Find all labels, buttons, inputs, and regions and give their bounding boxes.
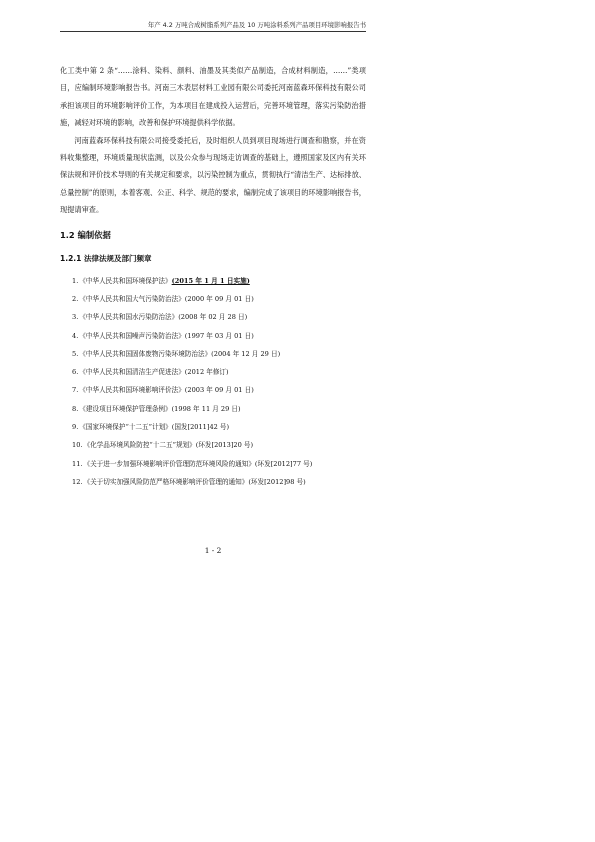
document-body [60,62,366,491]
list-number: 6. [72,368,79,377]
list-number: 7. [72,386,79,395]
list-item [72,436,366,454]
subsection-heading: 1.2.1 法律法规及部门频章 [60,253,152,263]
list-item [72,272,366,290]
effective-date-note: (2015 年 1 月 1 日实施) [171,276,250,285]
list-text: 《关于进一步加强环境影响评价管理防范环境风险的通知》(环发[2012]77 号) [83,459,313,468]
list-item [72,290,366,308]
page-number: 1 - 2 [204,546,222,555]
reference-list [60,272,366,492]
list-item [72,327,366,345]
list-item [72,308,366,326]
list-text: 《化学品环境风险防控“十二五”规划》(环发[2013]20 号) [83,441,254,450]
list-number: 9. [72,423,79,432]
list-item [72,381,366,399]
list-number: 12. [72,477,83,486]
list-text: 《建设项目环境保护管理条例》(1998 年 11 月 29 日) [79,404,241,413]
list-text: 《关于切实加强风险防范严格环境影响评价管理的通知》(环发[2012]98 号) [83,477,306,486]
list-text: 《国家环境保护“十二五”计划》(国发[2011]42 号) [79,423,230,432]
list-number: 5. [72,349,79,358]
list-number: 10. [72,441,83,450]
list-text: 《中华人民共和国水污染防治法》(2008 年 02 月 28 日) [79,313,248,322]
list-number: 3. [72,313,79,322]
list-item [72,455,366,473]
list-text: 《中华人民共和国环境保护法》 [79,276,172,285]
list-item [72,363,366,381]
list-text: 《中华人民共和国噪声污染防治法》(1997 年 03 月 01 日) [79,331,254,340]
list-item [72,418,366,436]
list-item [72,345,366,363]
list-number: 1. [72,276,79,285]
list-text: 《中华人民共和国环境影响评价法》(2003 年 09 月 01 日) [79,386,254,395]
list-number: 8. [72,404,79,413]
page-header: 年产 4.2 万吨合成树脂系列产品及 10 万吨涂料系列产品项目环境影响报告书 [60,20,366,32]
list-item [72,473,366,491]
list-text: 《中华人民共和国大气污染防治法》(2000 年 09 月 01 日) [79,294,254,303]
list-number: 11. [72,459,83,468]
list-number: 4. [72,331,79,340]
paragraph: 河南蓝森环保科技有限公司接受委托后，及时组织人员到项目现场进行调查和勘察，并在资料收集整理，环境质量现状监测，以及公众参与现场走访调查的基础上，遵照国家及区内有关环保法规和评价技术导则的有关规定和要求，以污染控制为重点，贯彻执行“清洁生产、达标排放、总量控制”的原则，本着客观、公正、科学、规范的要求，编制完成了该项目的环境影响报告书，现提请审查。 [60,135,366,215]
list-text: 《中华人民共和国清洁生产促进法》(2012 年修订) [79,368,229,377]
list-text: 《中华人民共和国固体废物污染环境防治法》(2004 年 12 月 29 日) [79,349,281,358]
list-number: 2. [72,294,79,303]
section-heading: 1.2 编制依据 [60,229,111,240]
paragraph: 化工类中第 2 条“……涂料、染料、颜料、油墨及其类似产品制造，合成材料制造，……”类项目，应编制环境影响报告书。河南三木表层材料工业园有限公司委托河南蓝森环保科技有限公司承担该项目的环境影响评价工作，为本项目在建成投入运营后，完善环境管理，落实污染防治措施，减轻对环境的影响，改善和保护环境提供科学依据。 [60,66,366,128]
list-item [72,400,366,418]
